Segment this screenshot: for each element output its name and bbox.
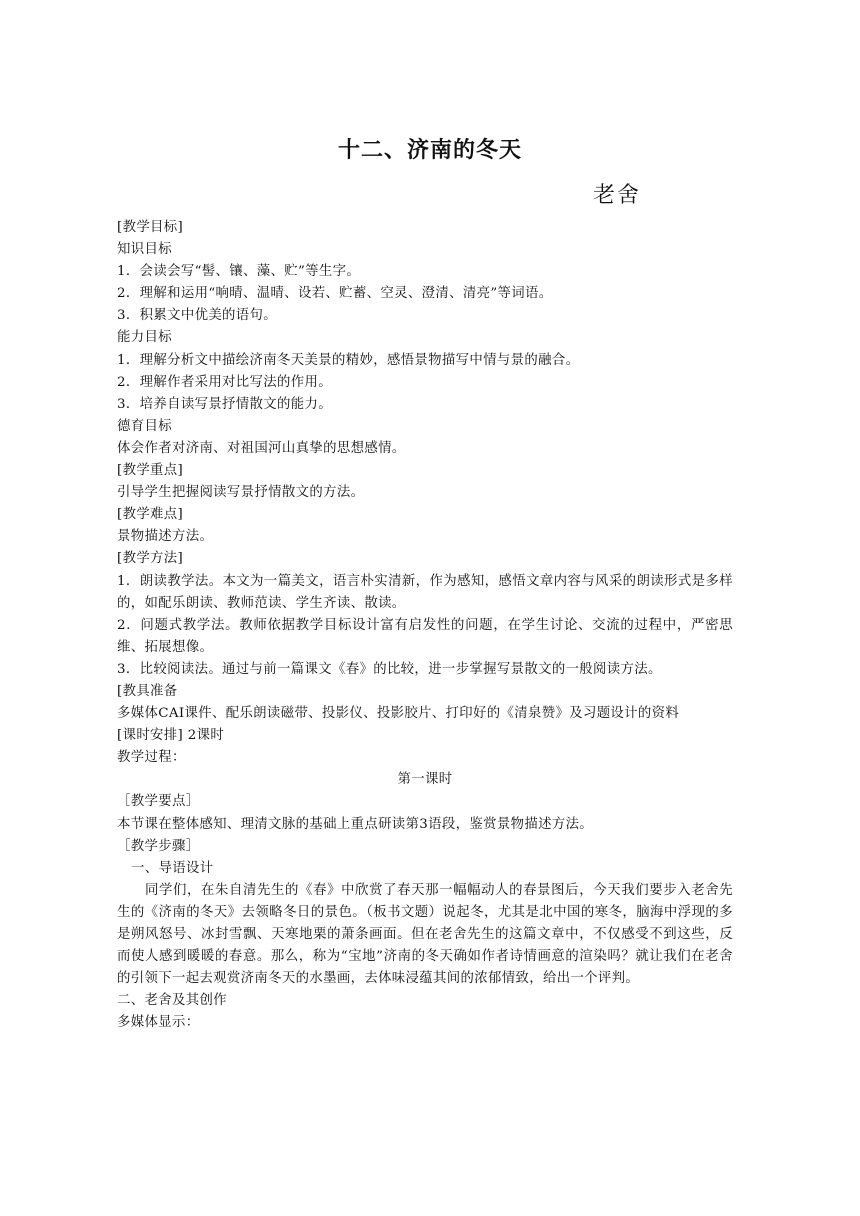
subheading-moral: 德育目标 xyxy=(117,418,172,434)
schedule-line: [课时安排] 2课时 xyxy=(117,728,225,744)
step-heading: 二、老舍及其创作 xyxy=(117,993,227,1009)
document-body xyxy=(117,217,733,1034)
paragraph: 同学们，在朱自清先生的《春》中欣赏了春天那一幅幅动人的春景图后，今天我们要步入老舍先生的《济南的冬天》去领略冬日的景色。（板书文题）说起冬，尤其是北中国的寒冬，脑海中浮现的多是朔风怒号、冰封雪飘、天寒地栗的萧条画面。但在老舍先生的这篇文章中，不仅感受不到这些，反而使人感到暖暖的春意。那么，称为“宝地”济南的冬天确如作者诗情画意的渲染吗？就让我们在老舍的引领下一起去观赏济南冬天的水墨画，去体味浸蕴其间的浓郁情致，给出一个评判。 xyxy=(117,882,733,987)
document-title: 十二、济南的冬天 xyxy=(337,138,522,163)
list-item: 3．积累文中优美的语句。 xyxy=(117,308,278,324)
method-item: 1．朗读教学法。本文为一篇美文，语言朴实清新，作为感知，感悟文章内容与风采的朗读形式是多样的，如配乐朗读、教师范读、学生齐读、散读。 xyxy=(117,573,733,611)
paragraph: 本节课在整体感知、理清文脉的基础上重点研读第3语段，鉴赏景物描述方法。 xyxy=(117,816,594,832)
section-heading-methods: [教学方法] xyxy=(117,551,184,567)
section-heading-objectives: [教学目标] xyxy=(117,220,184,235)
step-heading: 一、导语设计 xyxy=(131,860,214,876)
paragraph: 体会作者对济南、对祖国河山真挚的思想感情。 xyxy=(117,440,406,456)
subheading-knowledge: 知识目标 xyxy=(117,242,172,258)
section-heading-difficulty: [教学难点] xyxy=(117,507,184,523)
method-item: 3．比较阅读法。通过与前一篇课文《春》的比较，进一步掌握写景散文的一般阅读方法。 xyxy=(117,661,662,677)
lesson-heading: 第一课时 xyxy=(397,772,453,788)
section-heading-steps: ［教学步骤］ xyxy=(117,838,200,854)
list-item: 1．会读会写“髻、镶、藻、贮”等生字。 xyxy=(117,264,361,280)
list-item: 3．培养自读写景抒情散文的能力。 xyxy=(117,396,332,412)
list-item: 2．理解和运用“响晴、温晴、设若、贮蓄、空灵、澄清、清亮”等词语。 xyxy=(117,286,553,302)
paragraph: 多媒体显示： xyxy=(117,1015,200,1031)
method-item: 2．问题式教学法。教师依据教学目标设计富有启发性的问题，在学生讨论、交流的过程中，严密思维、拓展想像。 xyxy=(117,617,733,655)
paragraph: 景物描述方法。 xyxy=(117,529,214,545)
list-item: 2．理解作者采用对比写法的作用。 xyxy=(117,374,332,390)
paragraph: 多媒体CAI课件、配乐朗读磁带、投影仪、投影胶片、打印好的《清泉赞》及习题设计的资料 xyxy=(117,706,680,722)
section-heading-preparation: [教具准备 xyxy=(117,683,178,699)
list-item: 1．理解分析文中描绘济南冬天美景的精妙，感悟景物描写中情与景的融合。 xyxy=(117,352,580,368)
section-heading-focus: [教学重点] xyxy=(117,463,184,479)
document-author: 老舍 xyxy=(593,183,642,208)
paragraph: 引导学生把握阅读写景抒情散文的方法。 xyxy=(117,485,365,501)
subheading-ability: 能力目标 xyxy=(117,330,172,346)
process-label: 教学过程： xyxy=(117,750,186,766)
section-heading-key-points: ［教学要点］ xyxy=(117,794,200,810)
